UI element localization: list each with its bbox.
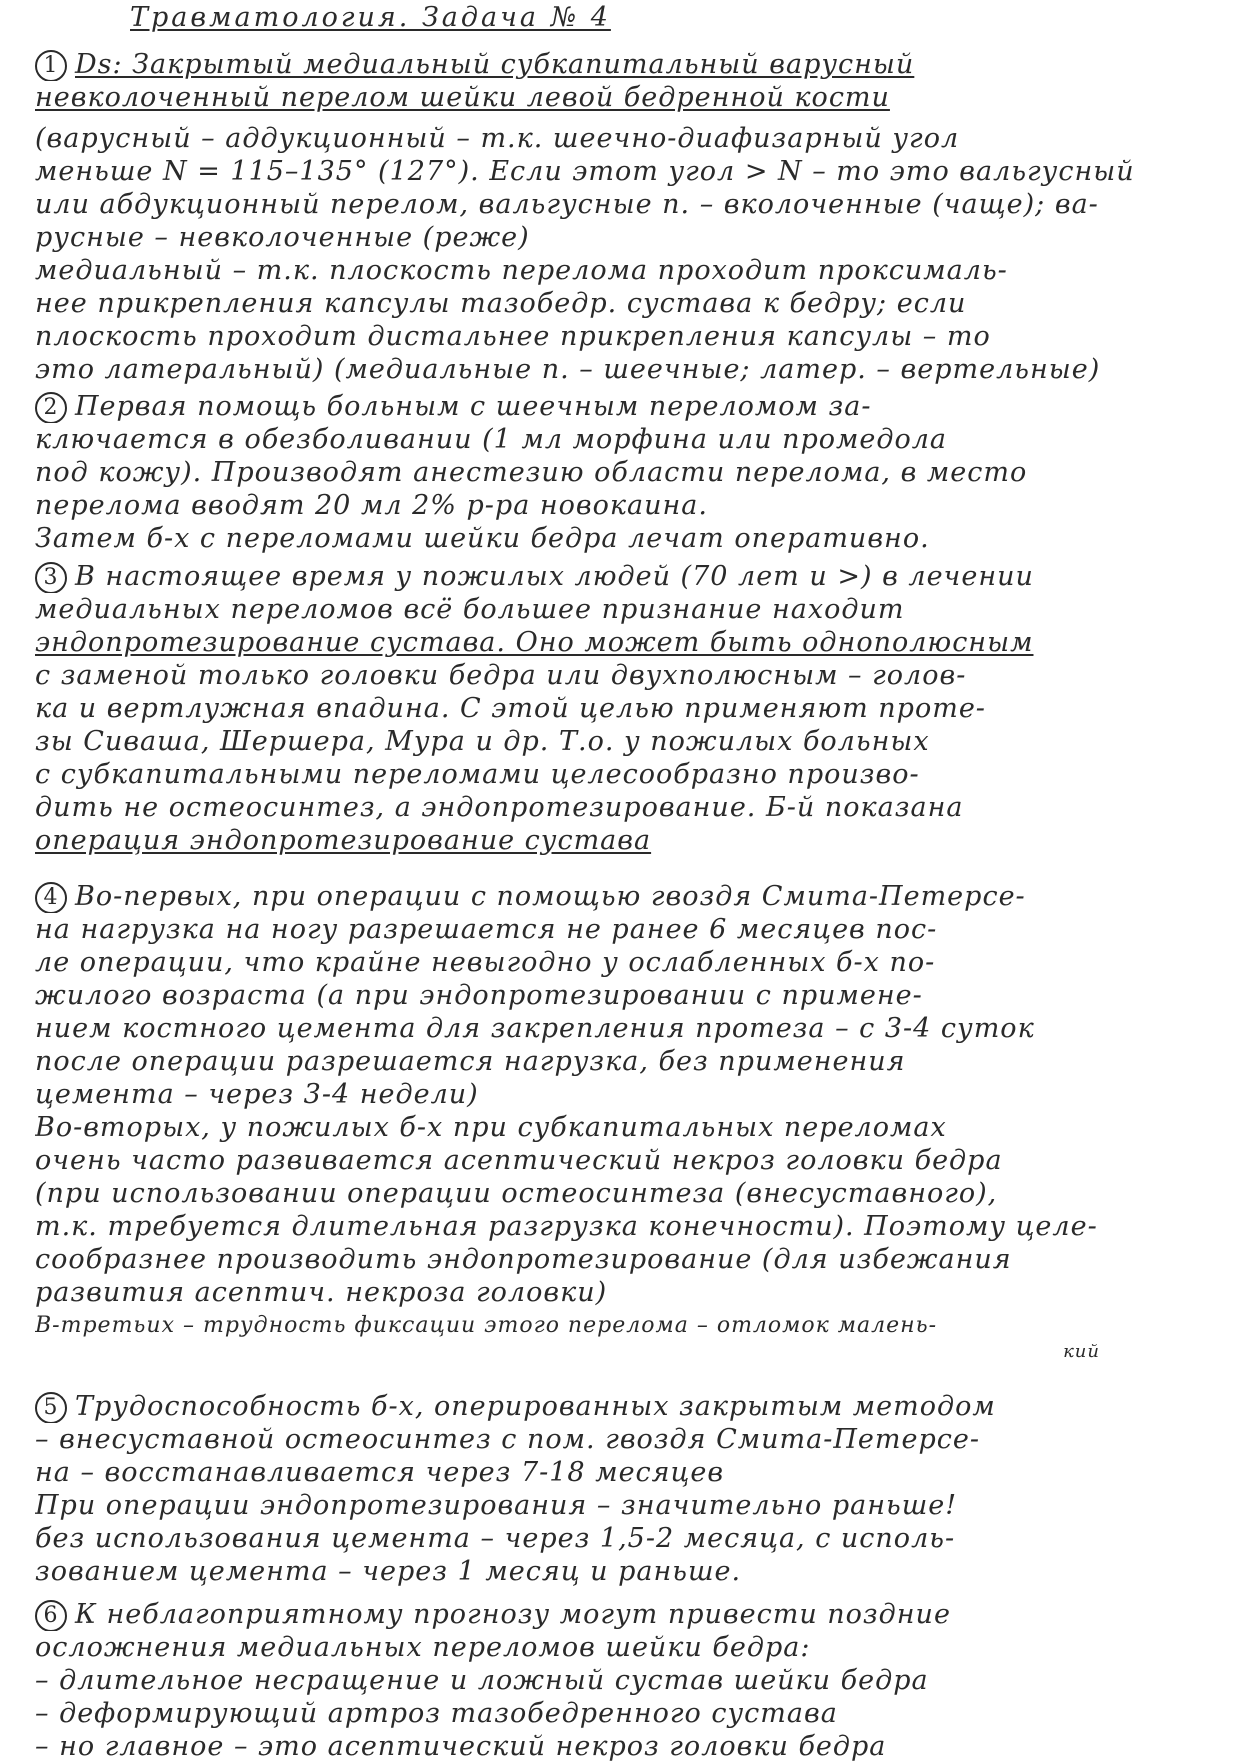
section-5: [35, 1390, 1220, 1588]
section-3-line-2: медиальных переломов всё большее признание находит: [35, 594, 905, 625]
section-4-line-11: т.к. требуется длительная разгрузка конечности). Поэтому целе-: [35, 1211, 1098, 1242]
section-4-line-15: кий: [1063, 1342, 1100, 1362]
section-5-line-5: без использования цемента – через 1,5-2 месяца, с исполь-: [35, 1523, 956, 1554]
section-5-line-1: 5 Трудоспособность б-х, оперированных закрытым методом: [35, 1390, 1220, 1423]
section-2-line-4: перелома вводят 20 мл 2% р-ра новокаина.: [35, 490, 708, 521]
section-5-line-2: – внесуставной остеосинтез с пом. гвоздя Смита-Петерсе-: [35, 1424, 980, 1455]
section-4-line-6: после операции разрешается нагрузка, без применения: [35, 1046, 906, 1077]
section-5-number: 5: [35, 1392, 67, 1424]
section-4-line-12: сообразнее производить эндопротезирование (для избежания: [35, 1244, 1012, 1275]
section-5-line-4: При операции эндопротезирования – значительно раньше!: [35, 1490, 958, 1521]
section-4-line-1: 4 Во-первых, при операции с помощью гвоздя Смита-Петерсе-: [35, 880, 1220, 913]
section-1-number: 1: [35, 50, 67, 82]
section-5-line-6: зованием цемента – через 1 месяц и раньше.: [35, 1556, 742, 1587]
section-1-line-2: невколоченный перелом шейки левой бедренной кости: [35, 82, 890, 113]
section-6: [35, 1598, 1220, 1763]
section-2-line-1: 2 Первая помощь больным с шеечным переломом за-: [35, 390, 1220, 423]
section-1-line-4: меньше N = 115–135° (127°). Если этот угол > N – то это вальгусный: [35, 156, 1135, 187]
section-4-number: 4: [35, 882, 67, 914]
section-1-line-1: 1 Ds: Закрытый медиальный субкапитальный варусный: [35, 48, 1220, 81]
section-4-line-5: нием костного цемента для закрепления протеза – с 3-4 суток: [35, 1013, 1035, 1044]
section-3: [35, 560, 1220, 857]
section-3-line-4: с заменой только головки бедра или двухполюсным – голов-: [35, 660, 967, 691]
section-3-line-3: эндопротезирование сустава. Оно может быть однополюсным: [35, 627, 1034, 658]
section-3-line-1: 3 В настоящее время у пожилых людей (70 лет и >) в лечении: [35, 560, 1220, 593]
section-4-line-2: на нагрузка на ногу разрешается не ранее 6 месяцев пос-: [35, 914, 938, 945]
section-2-line-2: ключается в обезболивании (1 мл морфина или промедола: [35, 424, 948, 455]
section-2-line-3: под кожу). Производят анестезию области перелома, в место: [35, 457, 1028, 488]
section-1-line-10: это латеральный) (медиальные п. – шеечные; латер. – вертельные): [35, 354, 1101, 385]
section-3-line-9: операция эндопротезирование сустава: [35, 825, 652, 856]
section-3-line-7: с субкапитальными переломами целесообразно произво-: [35, 759, 920, 790]
section-6-line-1: 6 К неблагоприятному прогнозу могут привести поздние: [35, 1598, 1220, 1631]
section-4-line-9: очень часто развивается асептический некроз головки бедра: [35, 1145, 1003, 1176]
section-2-line-5: Затем б-х с переломами шейки бедра лечат оперативно.: [35, 523, 930, 554]
section-4: [35, 880, 1220, 1362]
section-1-line-7: медиальный – т.к. плоскость перелома проходит проксималь-: [35, 255, 1008, 286]
section-4-line-10: (при использовании операции остеосинтеза (внесуставного),: [35, 1178, 998, 1209]
section-4-line-13: развития асептич. некроза головки): [35, 1277, 608, 1308]
section-4-line-8: Во-вторых, у пожилых б-х при субкапитальных переломах: [35, 1112, 947, 1143]
section-1-line-9: плоскость проходит дистальнее прикрепления капсулы – то: [35, 321, 991, 352]
section-1-line-3: (варусный – аддукционный – т.к. шеечно-диафизарный угол: [35, 123, 960, 154]
section-6-line-5: – но главное – это асептический некроз головки бедра: [35, 1731, 887, 1762]
section-4-line-14: В-третьих – трудность фиксации этого перелома – отломок малень-: [35, 1313, 938, 1338]
section-1-line-5: или абдукционный перелом, вальгусные п. – вколоченные (чаще); ва-: [35, 189, 1099, 220]
section-3-line-5: ка и вертлужная впадина. С этой целью применяют проте-: [35, 693, 986, 724]
section-6-line-4: – деформирующий артроз тазобедренного сустава: [35, 1698, 838, 1729]
section-3-line-6: зы Сиваша, Шершера, Мура и др. Т.о. у пожилых больных: [35, 726, 930, 757]
section-4-line-7: цемента – через 3-4 недели): [35, 1079, 479, 1110]
section-6-line-2: осложнения медиальных переломов шейки бедра:: [35, 1632, 811, 1663]
page-title: Травматология. Задача № 4: [130, 2, 611, 33]
section-2-number: 2: [35, 392, 67, 424]
section-4-line-4: жилого возраста (а при эндопротезировании с примене-: [35, 980, 923, 1011]
section-5-line-3: на – восстанавливается через 7-18 месяцев: [35, 1457, 725, 1488]
section-6-number: 6: [35, 1600, 67, 1632]
section-1-line-6: русные – невколоченные (реже): [35, 222, 530, 253]
section-2: [35, 390, 1220, 555]
section-1: [35, 48, 1220, 386]
section-3-number: 3: [35, 562, 67, 594]
section-3-line-8: дить не остеосинтез, а эндопротезирование. Б-й показана: [35, 792, 964, 823]
section-6-line-3: – длительное несращение и ложный сустав шейки бедра: [35, 1665, 929, 1696]
section-1-line-8: нее прикрепления капсулы тазобедр. сустава к бедру; если: [35, 288, 967, 319]
section-4-line-3: ле операции, что крайне невыгодно у ослабленных б-х по-: [35, 947, 936, 978]
